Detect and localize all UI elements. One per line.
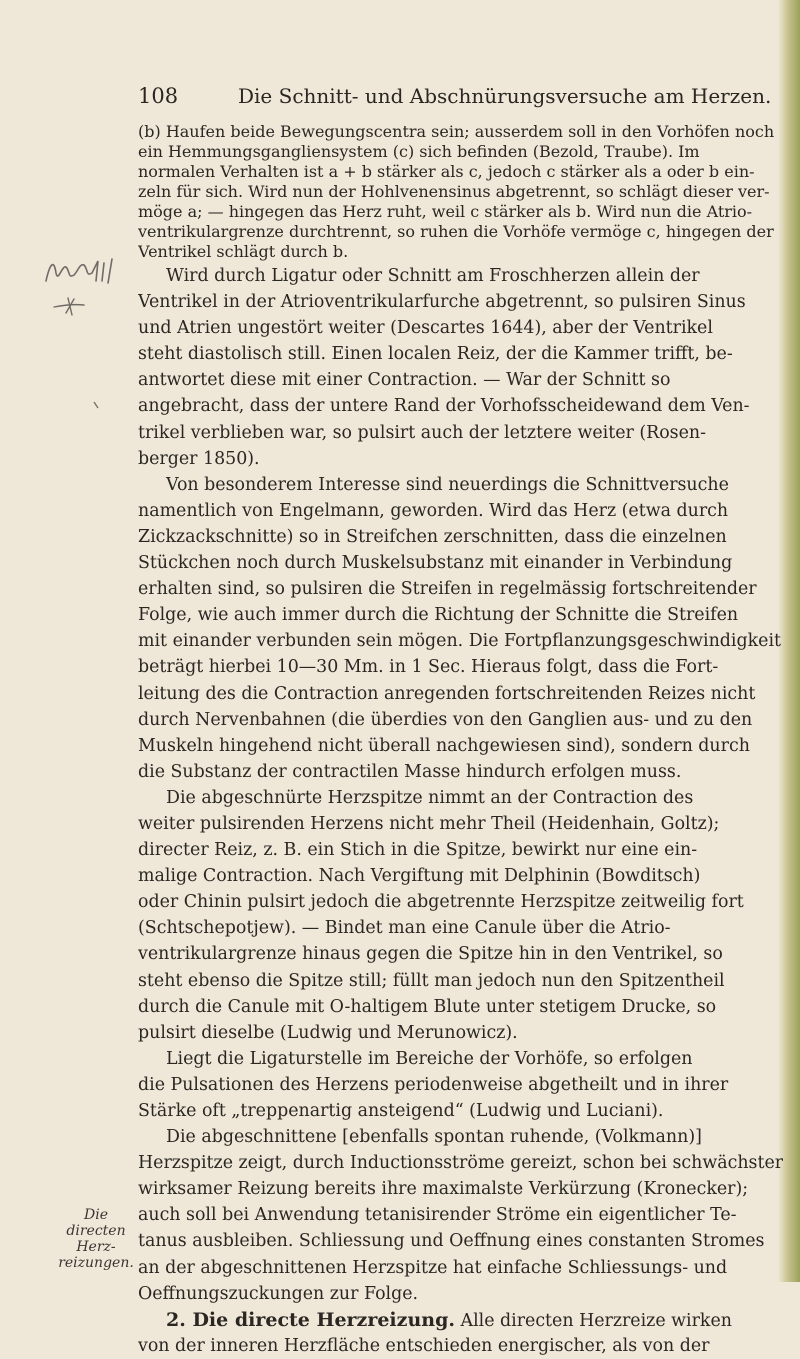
handwritten-annotation [40,255,130,289]
text-line: von der inneren Herzfläche entschieden energischer, als von der [138,1335,710,1356]
text-line: Ventrikel in der Atrioventrikularfurche abgetrennt, so pulsiren Sinus [138,292,746,313]
pencil-tick-mark [90,398,104,412]
text-line: Von besonderem Interesse sind neuerdings die Schnittversuche [166,474,729,495]
text-line: (b) Haufen beide Bewegungscentra sein; ausserdem soll in den Vorhöfen noch [138,122,775,141]
text-line: pulsirt dieselbe (Ludwig und Merunowicz). [138,1022,518,1043]
text-line: möge a; — hingegen das Herz ruht, weil c stärker als b. Wird nun die Atrio- [138,202,753,221]
text-line: zeln für sich. Wird nun der Hohlvenensinus abgetrennt, so schlägt dieser ver- [138,182,770,201]
text-line: Liegt die Ligaturstelle im Bereiche der Vorhöfe, so erfolgen [166,1048,693,1069]
text-line: die Pulsationen des Herzens periodenweise abgetheilt und in ihrer [138,1074,729,1095]
text-line: trikel verblieben war, so pulsirt auch der letztere weiter (Rosen- [138,422,706,443]
text-line: durch die Canule mit O-haltigem Blute unter stetigem Drucke, so [138,996,717,1017]
text-line: antwortet diese mit einer Contraction. — War der Schnitt so [138,370,671,391]
text-line: die Substanz der contractilen Masse hindurch erfolgen muss. [138,761,682,782]
text-line: Wird durch Ligatur oder Schnitt am Froschherzen allein der [166,266,700,286]
text-line: auch soll bei Anwendung tetanisirender Ströme ein eigentlicher Te- [138,1205,737,1226]
text-line: Die abgeschnürte Herzspitze nimmt an der Contraction des [166,787,694,808]
body-text [138,263,783,1359]
running-head: Die Schnitt- und Abschnürungsversuche am Herzen. [238,84,772,108]
text-line: (Schtschepotjew). — Bindet man eine Canule über die Atrio- [138,918,671,939]
text-line: Oeffnungszuckungen zur Folge. [138,1283,419,1304]
pencil-cross-mark [50,295,90,317]
margin-note-line: directen Herz- [66,1223,126,1255]
text-line: oder Chinin pulsirt jedoch die abgetrennte Herzspitze zeitweilig fort [138,892,744,913]
text-line: ventrikulargrenze durchtrennt, so ruhen die Vorhöfe vermöge c, hingegen der [138,222,774,241]
text-line: Herzspitze zeigt, durch Inductionsströme gereizt, schon bei schwächster [138,1153,783,1174]
text-line: berger 1850). [138,448,260,469]
text-line: ein Hemmungsgangliensystem (c) sich befinden (Bezold, Traube). Im [138,142,700,161]
text-line: Die abgeschnittene [ebenfalls spontan ruhende, (Volkmann)] [166,1127,702,1148]
text-line: Stärke oft „treppenartig ansteigend“ (Ludwig und Luciani). [138,1101,664,1121]
text-line: normalen Verhalten ist a + b stärker als c, jedoch c stärker als a oder b ein- [138,162,755,181]
text-line: Zickzackschnitte) so in Streifchen zerschnitten, dass die einzelnen [138,526,727,547]
text-line: angebracht, dass der untere Rand der Vorhofsscheidewand dem Ven- [138,396,750,417]
text-line: Muskeln hingehend nicht überall nachgewiesen sind), sondern durch [138,735,750,756]
page-number: 108 [138,84,179,108]
text-line: tanus ausbleiben. Schliessung und Oeffnung eines constanten Stromes [138,1231,765,1252]
text-line: directer Reiz, z. B. ein Stich in die Spitze, bewirkt nur eine ein- [138,840,698,861]
text-line: Folge, wie auch immer durch die Richtung der Schnitte die Streifen [138,605,739,626]
text-line: leitung des die Contraction anregenden fortschreitenden Reizes nicht [138,683,756,704]
footnote-paragraph [138,122,778,262]
text-line: malige Contraction. Nach Vergiftung mit Delphinin (Bowditsch) [138,866,701,887]
text-line: steht diastolisch still. Einen localen Reiz, der die Kammer trifft, be- [138,344,733,365]
text-line: ventrikulargrenze hinaus gegen die Spitze hin in den Ventrikel, so [138,944,723,965]
text-line: namentlich von Engelmann, geworden. Wird das Herz (etwa durch [138,500,729,521]
text-line: Ventrikel schlägt durch b. [138,242,349,261]
text-line: und Atrien ungestört weiter (Descartes 1644), aber der Ventrikel [138,318,713,339]
text-line: an der abgeschnittenen Herzspitze hat einfache Schliessungs- und [138,1257,728,1278]
margin-note [56,1207,136,1271]
text-line: steht ebenso die Spitze still; füllt man jedoch nun den Spitzentheil [138,970,725,991]
margin-note-line: Die [84,1207,108,1223]
text-line: mit einander verbunden sein mögen. Die Fortpflanzungsgeschwindigkeit [138,631,781,652]
text-line: wirksamer Reizung bereits ihre maximalste Verkürzung (Kronecker); [138,1179,749,1200]
text-line: Stückchen noch durch Muskelsubstanz mit einander in Verbindung [138,553,733,574]
margin-note-line: reizungen. [58,1255,134,1271]
text-line: beträgt hierbei 10—30 Mm. in 1 Sec. Hieraus folgt, dass die Fort- [138,657,719,678]
section-heading-rest: Alle directen Herzreize wirken [460,1310,732,1331]
text-line: erhalten sind, so pulsiren die Streifen in regelmässig fortschreitender [138,579,757,600]
text-line: weiter pulsirenden Herzens nicht mehr Theil (Heidenhain, Goltz); [138,813,720,834]
section-heading-line [138,1307,783,1333]
text-line: durch Nervenbahnen (die überdies von den Ganglien aus- und zu den [138,709,753,730]
section-heading: 2. Die directe Herzreizung. [166,1308,455,1331]
